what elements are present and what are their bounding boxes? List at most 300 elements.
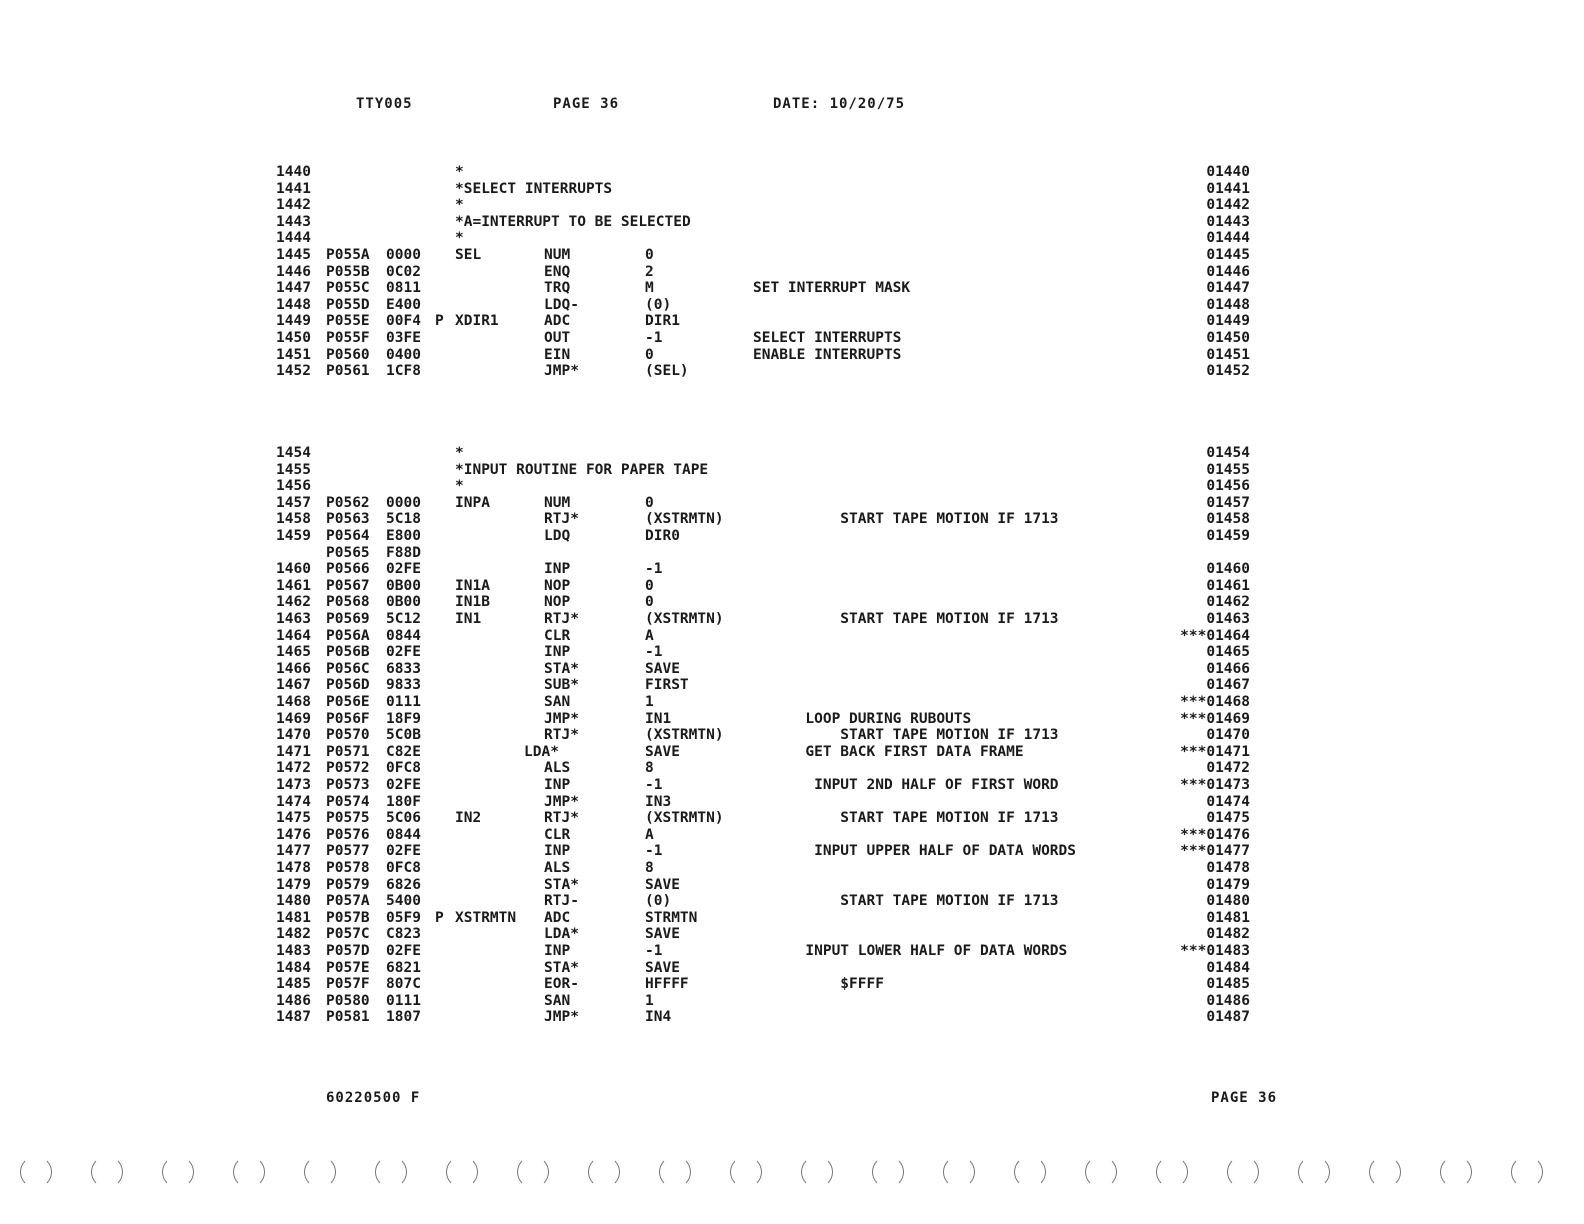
object-code: E800: [386, 528, 421, 544]
opcode: SUB*: [544, 677, 579, 694]
opcode: NOP: [544, 577, 571, 594]
object-code: 180F: [386, 793, 421, 810]
listing-line: [0, 578, 1584, 595]
object-code: 6826: [386, 876, 421, 893]
operand: DIR0: [645, 528, 680, 544]
address: P0572: [326, 760, 370, 777]
opcode: ENQ: [544, 263, 571, 280]
opcode: JMP*: [544, 363, 579, 380]
opcode: NUM: [544, 247, 571, 263]
listing-line: [0, 230, 1584, 247]
object-code: 0111: [386, 992, 421, 1009]
sequence-number: 01485: [1206, 976, 1250, 993]
line-number: 1468: [276, 694, 311, 710]
label: *SELECT INTERRUPTS: [455, 180, 613, 197]
listing-line: [0, 827, 1584, 844]
sequence-number: 01445: [1206, 247, 1250, 263]
address: P0569: [326, 611, 370, 627]
opcode: LDQ: [544, 528, 571, 544]
line-number: 1463: [276, 611, 311, 627]
sequence-number: 01466: [1206, 660, 1250, 677]
listing-line: [0, 611, 1584, 628]
opcode: JMP*: [544, 793, 579, 810]
operand: 0: [645, 247, 654, 263]
object-code: 0844: [386, 627, 421, 644]
address: P057D: [326, 943, 370, 959]
sequence-number: 01455: [1206, 461, 1250, 478]
line-number: 1460: [276, 561, 311, 578]
sequence-number: 01462: [1206, 594, 1250, 611]
sequence-number: 01461: [1206, 577, 1250, 594]
sequence-number: 01459: [1206, 528, 1250, 544]
label: IN1A: [455, 577, 490, 594]
line-number: 1444: [276, 230, 311, 247]
operand: (0): [645, 893, 672, 910]
listing-line: [0, 860, 1584, 877]
object-code: 0811: [386, 280, 421, 297]
label: *A=INTERRUPT TO BE SELECTED: [455, 213, 691, 230]
sequence-number: 01448: [1206, 296, 1250, 313]
object-code: 6821: [386, 959, 421, 976]
address: P0581: [326, 1009, 370, 1026]
line-number: 1477: [276, 843, 311, 860]
listing-line: [0, 280, 1584, 297]
opcode: LDA*: [524, 743, 559, 760]
listing-line: [0, 197, 1584, 214]
listing-line: [0, 960, 1584, 977]
line-number: 1450: [276, 330, 311, 346]
listing-line: [0, 744, 1584, 761]
address: P0576: [326, 826, 370, 843]
operand: 0: [645, 594, 654, 611]
operand: 0: [645, 346, 654, 363]
line-number: 1475: [276, 810, 311, 827]
header-program: TTY005: [356, 96, 413, 112]
address: P055D: [326, 296, 370, 313]
listing-line: [0, 810, 1584, 827]
listing-line: [0, 330, 1584, 347]
object-code: C82E: [386, 743, 421, 760]
sprocket-hole: [1298, 1156, 1330, 1188]
object-code: 5400: [386, 893, 421, 910]
object-code: 05F9: [386, 909, 421, 926]
operand: 8: [645, 860, 654, 876]
line-number: 1451: [276, 346, 311, 363]
listing-line: [0, 297, 1584, 314]
sprocket-hole: [517, 1156, 549, 1188]
object-code: 5C06: [386, 810, 421, 827]
comment: SET INTERRUPT MASK: [753, 280, 911, 297]
line-number: 1471: [276, 743, 311, 760]
sequence-number: 01443: [1206, 213, 1250, 230]
address: P055F: [326, 330, 370, 346]
sequence-number: 01480: [1206, 893, 1250, 910]
sequence-number: 01446: [1206, 263, 1250, 280]
line-number: 1449: [276, 313, 311, 330]
opcode: RTJ*: [544, 810, 579, 827]
sequence-number: 01441: [1206, 180, 1250, 197]
line-number: 1476: [276, 826, 311, 843]
sequence-number: 01474: [1206, 793, 1250, 810]
address: P057E: [326, 959, 370, 976]
sequence-number: 01444: [1206, 230, 1250, 247]
listing-line: [0, 495, 1584, 512]
listing-line: [0, 910, 1584, 927]
sequence-number: ***01477: [1180, 843, 1250, 860]
line-number: 1483: [276, 943, 311, 959]
operand: STRMTN: [645, 909, 698, 926]
address: P0575: [326, 810, 370, 827]
sprocket-hole: [304, 1156, 336, 1188]
header-page: PAGE 36: [553, 96, 620, 112]
listing-line: [0, 644, 1584, 661]
opcode: STA*: [544, 876, 579, 893]
object-code: F88D: [386, 544, 421, 561]
address: P0562: [326, 494, 370, 511]
sequence-number: 01475: [1206, 810, 1250, 827]
listing-line: [0, 777, 1584, 794]
operand: IN3: [645, 793, 672, 810]
line-number: 1487: [276, 1009, 311, 1026]
sequence-number: 01454: [1206, 445, 1250, 461]
line-number: 1462: [276, 594, 311, 611]
sprocket-hole: [1085, 1156, 1117, 1188]
object-code: 5C0B: [386, 727, 421, 744]
operand: 8: [645, 760, 654, 777]
sequence-number: 01486: [1206, 992, 1250, 1009]
listing-line: [0, 694, 1584, 711]
sprocket-hole: [801, 1156, 833, 1188]
footer-page: PAGE 36: [1211, 1090, 1278, 1106]
opcode: LDQ-: [544, 296, 579, 313]
sequence-number: ***01471: [1180, 743, 1250, 760]
address: P0560: [326, 346, 370, 363]
sprocket-hole: [1014, 1156, 1046, 1188]
object-code: 1CF8: [386, 363, 421, 380]
listing-line: [0, 511, 1584, 528]
operand: SAVE: [645, 876, 680, 893]
address: P057B: [326, 909, 370, 926]
listing-line: [0, 528, 1584, 545]
line-number: 1447: [276, 280, 311, 297]
comment: START TAPE MOTION IF 1713: [753, 810, 1059, 827]
comment: START TAPE MOTION IF 1713: [753, 727, 1059, 744]
line-number: 1459: [276, 528, 311, 544]
sequence-number: ***01468: [1180, 694, 1250, 710]
address: P055A: [326, 247, 370, 263]
sprocket-hole: [943, 1156, 975, 1188]
operand: -1: [645, 644, 663, 661]
listing-line: [0, 363, 1584, 380]
object-code: 03FE: [386, 330, 421, 346]
line-number: 1454: [276, 445, 311, 461]
object-code: 0FC8: [386, 760, 421, 777]
operand: 0: [645, 577, 654, 594]
operand: 1: [645, 694, 654, 710]
object-code: C823: [386, 926, 421, 943]
address: P057A: [326, 893, 370, 910]
address: P056D: [326, 677, 370, 694]
sprocket-hole: [233, 1156, 265, 1188]
opcode: ADC: [544, 909, 571, 926]
object-code: 02FE: [386, 943, 421, 959]
sequence-number: 01487: [1206, 1009, 1250, 1026]
comment: INPUT 2ND HALF OF FIRST WORD: [753, 777, 1059, 793]
opcode: INP: [544, 644, 571, 661]
object-code: 5C18: [386, 511, 421, 528]
line-number: 1469: [276, 710, 311, 727]
line-number: 1467: [276, 677, 311, 694]
listing-line: [0, 164, 1584, 181]
sprocket-hole: [1227, 1156, 1259, 1188]
opcode: CLR: [544, 826, 571, 843]
label: *: [455, 478, 464, 495]
line-number: 1445: [276, 247, 311, 263]
address: P0579: [326, 876, 370, 893]
line-number: 1485: [276, 976, 311, 993]
line-number: 1464: [276, 627, 311, 644]
sequence-number: 01463: [1206, 611, 1250, 627]
operand: 2: [645, 263, 654, 280]
sequence-number: 01478: [1206, 860, 1250, 876]
opcode: LDA*: [544, 926, 579, 943]
header-date: DATE: 10/20/75: [773, 96, 906, 112]
listing-line: [0, 976, 1584, 993]
opcode: INP: [544, 843, 571, 860]
opcode: JMP*: [544, 1009, 579, 1026]
line-number: 1472: [276, 760, 311, 777]
listing-line: [0, 594, 1584, 611]
address: P055C: [326, 280, 370, 297]
listing-line: [0, 661, 1584, 678]
object-code: 0111: [386, 694, 421, 710]
address: P0564: [326, 528, 370, 544]
operand: 0: [645, 494, 654, 511]
opcode: RTJ*: [544, 611, 579, 627]
line-number: 1480: [276, 893, 311, 910]
address: P0567: [326, 577, 370, 594]
address: P055B: [326, 263, 370, 280]
opcode: INP: [544, 777, 571, 793]
address: P0563: [326, 511, 370, 528]
label: *: [455, 230, 464, 247]
sequence-number: 01451: [1206, 346, 1250, 363]
line-number: 1479: [276, 876, 311, 893]
label: INPA: [455, 494, 490, 511]
comment: $FFFF: [753, 976, 884, 993]
sequence-number: ***01483: [1180, 943, 1250, 959]
operand: SAVE: [645, 743, 680, 760]
listing-line: [0, 993, 1584, 1010]
operand: FIRST: [645, 677, 689, 694]
sprocket-hole: [872, 1156, 904, 1188]
sprocket-hole: [91, 1156, 123, 1188]
address: P0571: [326, 743, 370, 760]
listing-line: [0, 445, 1584, 462]
listing-line: [0, 727, 1584, 744]
sequence-number: 01442: [1206, 197, 1250, 214]
address: P0578: [326, 860, 370, 876]
listing-line: [0, 877, 1584, 894]
comment: INPUT UPPER HALF OF DATA WORDS: [753, 843, 1077, 860]
opcode: OUT: [544, 330, 571, 346]
address: P0570: [326, 727, 370, 744]
address: P057C: [326, 926, 370, 943]
object-code: 18F9: [386, 710, 421, 727]
opcode: SAN: [544, 694, 571, 710]
object-code: 0B00: [386, 577, 421, 594]
sprocket-holes: [0, 1150, 1584, 1190]
line-number: 1470: [276, 727, 311, 744]
operand: -1: [645, 561, 663, 578]
sequence-number: 01479: [1206, 876, 1250, 893]
object-code: 0FC8: [386, 860, 421, 876]
object-code: 0844: [386, 826, 421, 843]
listing-line: [0, 628, 1584, 645]
line-number: 1482: [276, 926, 311, 943]
address: P056F: [326, 710, 370, 727]
operand: -1: [645, 843, 663, 860]
sequence-number: 01481: [1206, 909, 1250, 926]
operand: SAVE: [645, 660, 680, 677]
operand: (SEL): [645, 363, 689, 380]
listing-line: [0, 943, 1584, 960]
sprocket-hole: [588, 1156, 620, 1188]
line-number: 1448: [276, 296, 311, 313]
opcode: CLR: [544, 627, 571, 644]
object-code: 02FE: [386, 644, 421, 661]
address: P0573: [326, 777, 370, 793]
address: P055E: [326, 313, 370, 330]
line-number: 1465: [276, 644, 311, 661]
line-number: 1457: [276, 494, 311, 511]
label: XSTRMTN: [455, 909, 517, 926]
address: P056B: [326, 644, 370, 661]
opcode: STA*: [544, 660, 579, 677]
sprocket-hole: [1511, 1156, 1543, 1188]
comment: START TAPE MOTION IF 1713: [753, 893, 1059, 910]
operand: 1: [645, 992, 654, 1009]
address: P0577: [326, 843, 370, 860]
operand: A: [645, 826, 654, 843]
listing-line: [0, 677, 1584, 694]
sequence-number: ***01476: [1180, 826, 1250, 843]
object-code: 02FE: [386, 561, 421, 578]
label: *INPUT ROUTINE FOR PAPER TAPE: [455, 461, 709, 478]
line-number: 1466: [276, 660, 311, 677]
opcode: ALS: [544, 860, 571, 876]
sprocket-hole: [162, 1156, 194, 1188]
sprocket-hole: [1156, 1156, 1188, 1188]
object-code: 0B00: [386, 594, 421, 611]
address: P0561: [326, 363, 370, 380]
sequence-number: 01440: [1206, 164, 1250, 180]
operand: SAVE: [645, 926, 680, 943]
object-code: 6833: [386, 660, 421, 677]
listing-line: [0, 181, 1584, 198]
operand: (XSTRMTN): [645, 511, 724, 528]
line-number: 1441: [276, 180, 311, 197]
address: P056A: [326, 627, 370, 644]
line-number: 1440: [276, 164, 311, 180]
line-number: 1442: [276, 197, 311, 214]
relocation-flag: P: [435, 909, 444, 926]
operand: IN4: [645, 1009, 672, 1026]
listing-line: [0, 760, 1584, 777]
operand: -1: [645, 777, 663, 793]
sequence-number: 01482: [1206, 926, 1250, 943]
sprocket-hole: [1369, 1156, 1401, 1188]
sequence-number: ***01473: [1180, 777, 1250, 793]
opcode: INP: [544, 943, 571, 959]
sequence-number: 01450: [1206, 330, 1250, 346]
listing-line: [0, 843, 1584, 860]
operand: SAVE: [645, 959, 680, 976]
label: *: [455, 445, 464, 461]
opcode: RTJ*: [544, 727, 579, 744]
sprocket-hole: [20, 1156, 52, 1188]
label: XDIR1: [455, 313, 499, 330]
object-code: 807C: [386, 976, 421, 993]
sequence-number: 01457: [1206, 494, 1250, 511]
line-number: 1481: [276, 909, 311, 926]
sequence-number: 01484: [1206, 959, 1250, 976]
object-code: 00F4: [386, 313, 421, 330]
object-code: E400: [386, 296, 421, 313]
address: P057F: [326, 976, 370, 993]
listing-line: [0, 926, 1584, 943]
listing-line: [0, 561, 1584, 578]
opcode: ALS: [544, 760, 571, 777]
footer-doc-id: 60220500 F: [326, 1090, 421, 1106]
comment: INPUT LOWER HALF OF DATA WORDS: [753, 943, 1068, 959]
sprocket-hole: [659, 1156, 691, 1188]
sequence-number: 01460: [1206, 561, 1250, 578]
label: *: [455, 164, 464, 180]
sequence-number: 01452: [1206, 363, 1250, 380]
label: IN1B: [455, 594, 490, 611]
line-number: 1473: [276, 777, 311, 793]
label: *: [455, 197, 464, 214]
label: IN2: [455, 810, 482, 827]
listing-line: [0, 214, 1584, 231]
operand: HFFFF: [645, 976, 689, 993]
opcode: RTJ-: [544, 893, 579, 910]
sprocket-hole: [1440, 1156, 1472, 1188]
address: P0565: [326, 544, 370, 561]
sequence-number: 01470: [1206, 727, 1250, 744]
listing-line: [0, 711, 1584, 728]
listing-line: [0, 893, 1584, 910]
listing-line: [0, 264, 1584, 281]
object-code: 02FE: [386, 843, 421, 860]
operand: (XSTRMTN): [645, 810, 724, 827]
listing-line: [0, 313, 1584, 330]
sequence-number: ***01464: [1180, 627, 1250, 644]
sprocket-hole: [446, 1156, 478, 1188]
opcode: NUM: [544, 494, 571, 511]
listing-line: [0, 462, 1584, 479]
comment: GET BACK FIRST DATA FRAME: [753, 743, 1024, 760]
line-number: 1455: [276, 461, 311, 478]
operand: (XSTRMTN): [645, 727, 724, 744]
object-code: 02FE: [386, 777, 421, 793]
line-number: 1484: [276, 959, 311, 976]
sprocket-hole: [375, 1156, 407, 1188]
operand: DIR1: [645, 313, 680, 330]
line-number: 1478: [276, 860, 311, 876]
object-code: 0C02: [386, 263, 421, 280]
